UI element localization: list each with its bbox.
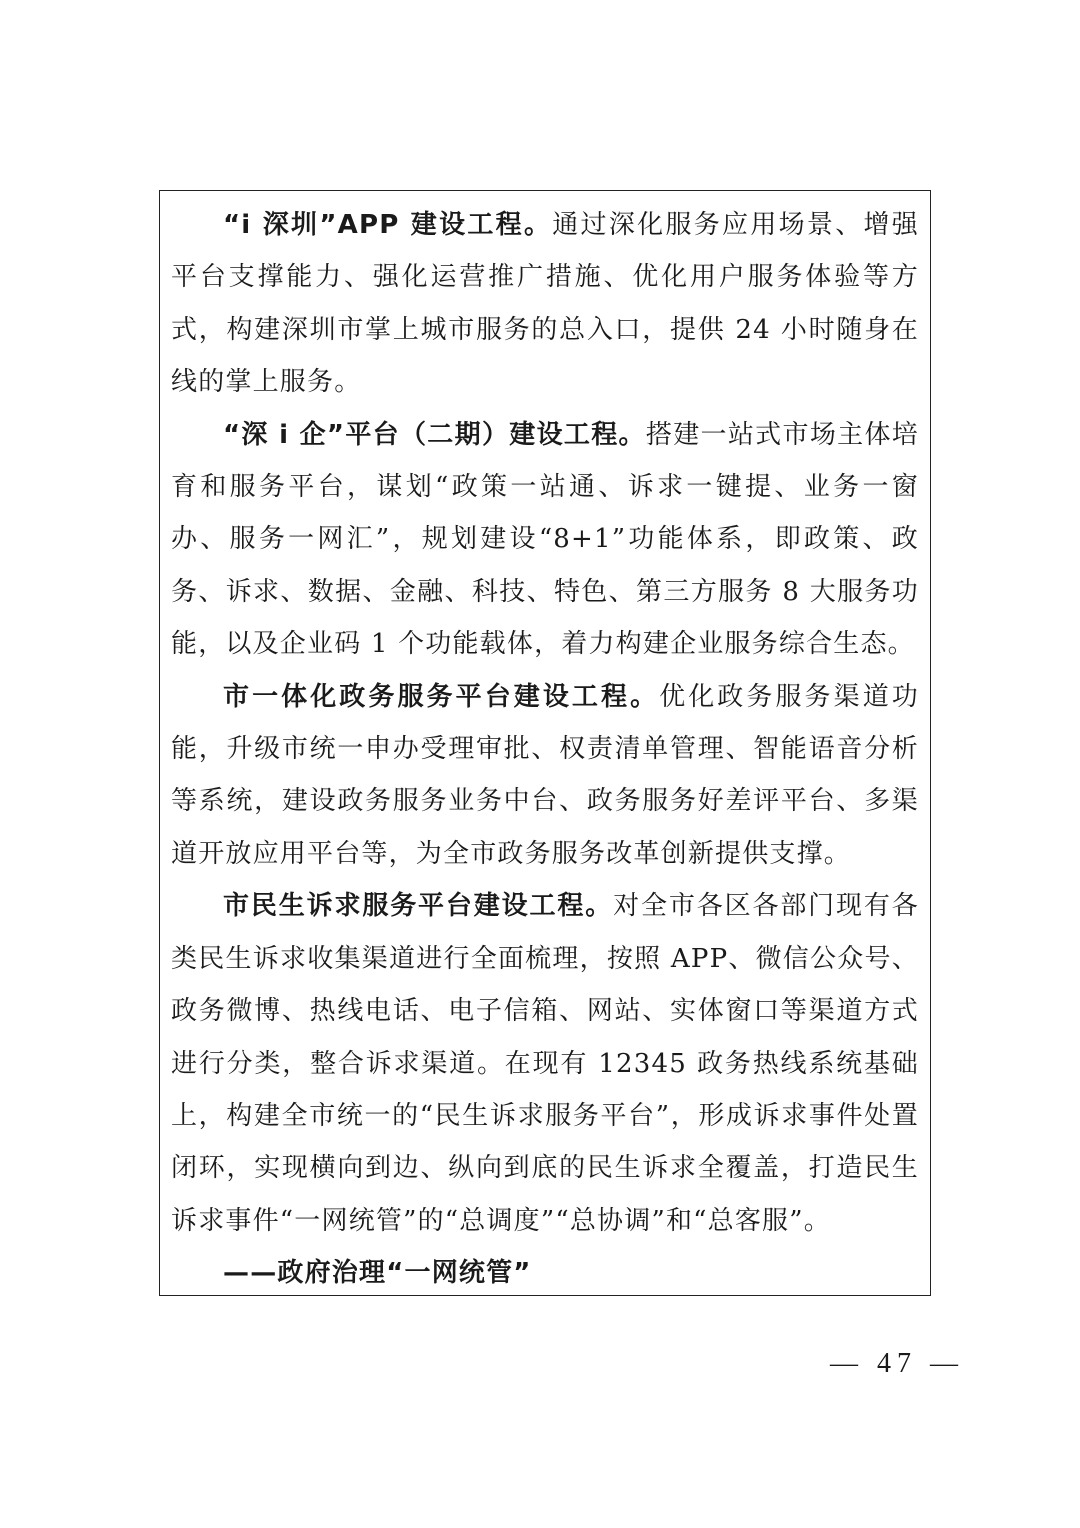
section-heading: ——政府治理“一网统管”: [223, 1258, 532, 1289]
paragraph-body: 优化政务服务渠道功能，升级市统一申办受理审批、权责清单管理、智能语音分析等系统，建设政务服务业务中台、政务服务好差评平台、多渠道开放应用平台等，为全市政务服务改革创新提供支撑。: [171, 681, 919, 869]
paragraph-i-shenzhen-app: [171, 199, 919, 409]
page-number: — 47 —: [830, 1348, 964, 1379]
text-box: [159, 190, 931, 1296]
paragraph-lead: “i 深圳”APP 建设工程。: [223, 210, 553, 240]
paragraph-body: 搭建一站式市场主体培育和服务平台，谋划“政策一站通、诉求一键提、业务一窗办、服务一网汇”，规划建设“8+1”功能体系，即政策、政务、诉求、数据、金融、科技、特色、第三方服务 8 大服务功能，以及企业码 1 个功能载体，着力构建企业服务综合生态。: [171, 419, 919, 660]
paragraph-citizen-appeal-platform: [171, 880, 919, 1247]
paragraph-government-service-platform: [171, 671, 919, 881]
paragraph-body: 对全市各区各部门现有各类民生诉求收集渠道进行全面梳理，按照 APP、微信公众号、政务微博、热线电话、电子信箱、网站、实体窗口等渠道方式进行分类，整合诉求渠道。在现有 12345 政务热线系统基础上，构建全市统一的“民生诉求服务平台”，形成诉求事件处置闭环，实现横向到边、纵向到底的民生诉求全覆盖，打造民生诉求事件“一网统管”的“总调度”“总协调”和“总客服”。: [171, 891, 919, 1236]
paragraph-lead: 市一体化政务服务平台建设工程。: [223, 681, 660, 712]
paragraph-lead: 市民生诉求服务平台建设工程。: [223, 891, 614, 922]
paragraph-lead: “深 i 企”平台（二期）建设工程。: [223, 419, 646, 450]
paragraph-body: 通过深化服务应用场景、增强平台支撑能力、强化运营推广措施、优化用户服务体验等方式，构建深圳市掌上城市服务的总入口，提供 24 小时随身在线的掌上服务。: [171, 210, 919, 398]
paragraph-shen-i-qi-platform: [171, 409, 919, 671]
